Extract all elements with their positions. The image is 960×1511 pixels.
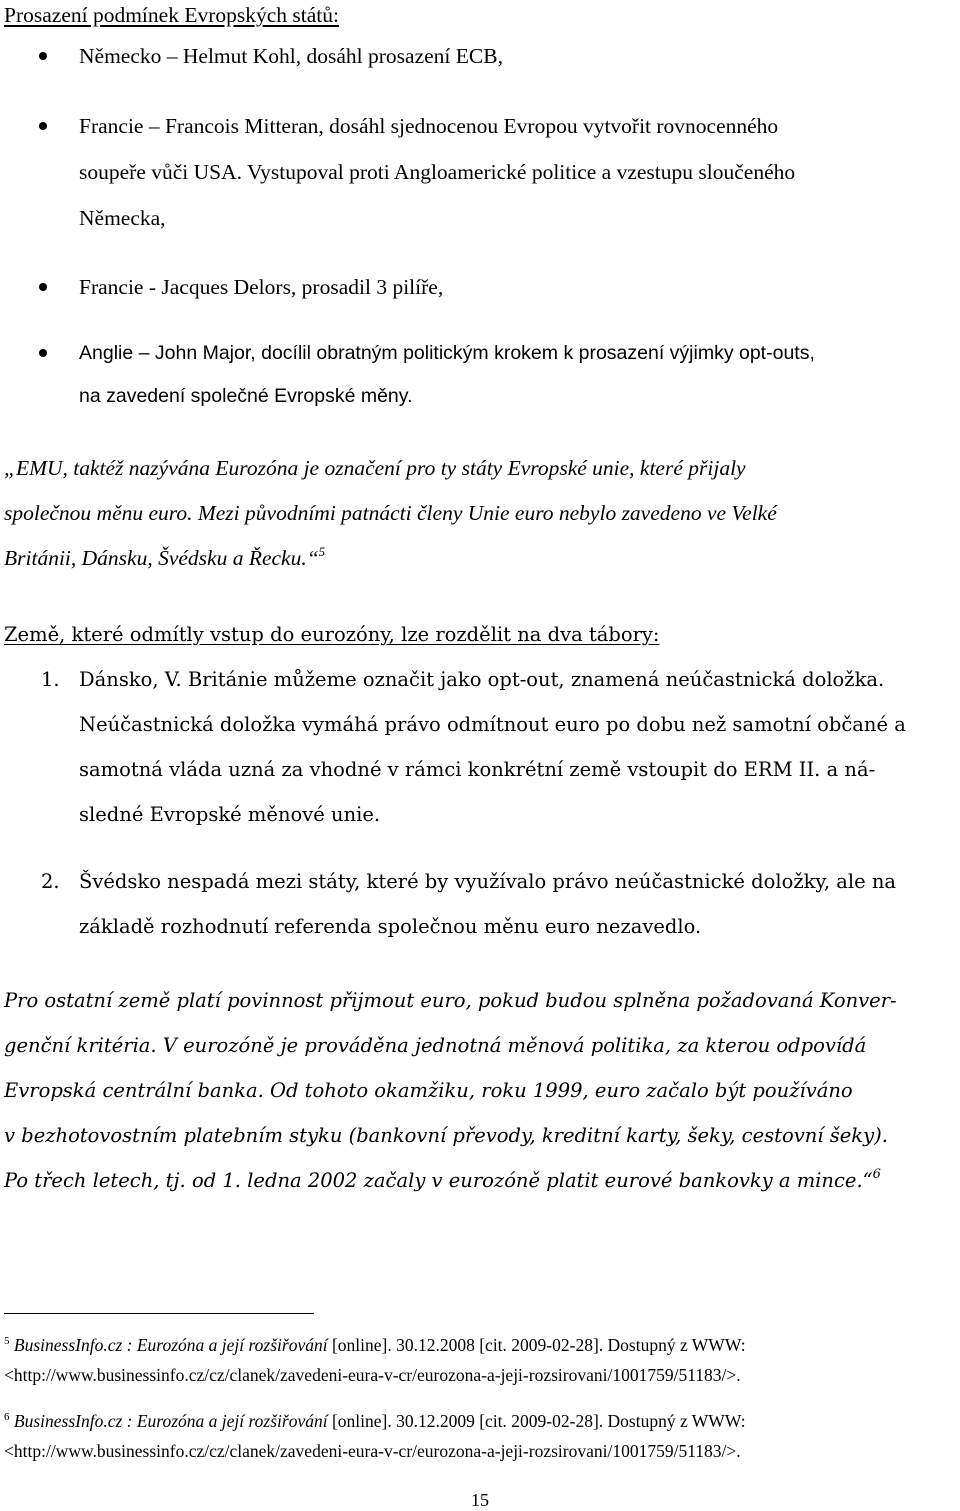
list-item: Francie - Jacques Delors, prosadil 3 pilíře, <box>79 275 444 299</box>
bullet-dot <box>39 52 47 60</box>
list-item: Francie – Francois Mitteran, dosáhl sjednocenou Evropou vytvořit rovnocenného <box>79 114 779 138</box>
closing-line: genční kritéria. V eurozóně je prováděna jednotná měnová politika, za kterou odpovídá <box>4 1034 867 1057</box>
list-item-continuation: na zavedení společné Evropské měny. <box>79 385 413 407</box>
quote-text: Británii, Dánsku, Švédsku a Řecku.“ <box>4 546 319 570</box>
footnote-title: BusinessInfo.cz : Eurozóna a její rozšiřování <box>13 1335 328 1355</box>
bullet-dot <box>39 122 47 130</box>
list-item: Německo – Helmut Kohl, dosáhl prosazení ECB, <box>79 44 503 68</box>
footnote-ref-5: 5 <box>318 544 326 559</box>
section-heading: Prosazení podmínek Evropských států: <box>4 3 339 27</box>
numbered-item-continuation: samotná vláda uzná za vhodné v rámci konkrétní země vstoupit do ERM II. a ná- <box>79 758 876 781</box>
closing-text: Po třech letech, tj. od 1. ledna 2002 začaly v eurozóně platit eurové bankovky a mince.“ <box>4 1169 873 1192</box>
footnote-divider <box>4 1313 314 1314</box>
numbered-item-continuation: Neúčastnická doložka vymáhá právo odmítnout euro po dobu než samotní občané a <box>79 713 906 736</box>
numbered-item: Dánsko, V. Británie můžeme označit jako opt-out, znamená neúčastnická doložka. <box>79 668 885 691</box>
bullet-dot <box>39 283 47 291</box>
footnote-number: 5 <box>4 1335 10 1347</box>
numbered-item: Švédsko nespadá mezi státy, které by využívalo právo neúčastnické doložky, ale na <box>79 870 897 893</box>
footnote-url: <http://www.businessinfo.cz/cz/clanek/zavedeni-eura-v-cr/eurozona-a-jeji-rozsirovani/1001759/51183/>. <box>4 1365 741 1385</box>
list-number: 2. <box>41 870 60 893</box>
numbered-item-continuation: sledné Evropské měnové unie. <box>79 803 381 826</box>
page-number: 15 <box>471 1490 489 1510</box>
footnote-citation: [online]. 30.12.2009 [cit. 2009-02-28]. Dostupný z WWW: <box>327 1411 746 1431</box>
quote-line <box>4 545 325 571</box>
list-item: Anglie – John Major, docílil obratným politickým krokem k prosazení výjimky opt-outs, <box>79 342 815 364</box>
numbered-item-continuation: základě rozhodnutí referenda společnou měnu euro nezavedlo. <box>79 915 702 938</box>
closing-line: Pro ostatní země platí povinnost přijmout euro, pokud budou splněna požadovaná Konver- <box>4 989 897 1012</box>
footnote-title: BusinessInfo.cz : Eurozóna a její rozšiřování <box>13 1411 328 1431</box>
footnote-ref-6: 6 <box>872 1167 881 1182</box>
list-item-continuation: Německa, <box>79 206 166 230</box>
closing-line: Evropská centrální banka. Od tohoto okamžiku, roku 1999, euro začalo být používáno <box>4 1079 853 1102</box>
footnote-number: 6 <box>4 1411 10 1423</box>
list-item-continuation: soupeře vůči USA. Vystupoval proti Angloamerické politice a vzestupu sloučeného <box>79 160 796 184</box>
bullet-dot <box>39 349 47 357</box>
camps-heading: Země, které odmítly vstup do eurozóny, lze rozdělit na dva tábory: <box>4 623 660 646</box>
footnote-url: <http://www.businessinfo.cz/cz/clanek/zavedeni-eura-v-cr/eurozona-a-jeji-rozsirovani/1001759/51183/>. <box>4 1441 741 1461</box>
footnote-5 <box>4 1334 746 1356</box>
footnote-6 <box>4 1410 746 1432</box>
list-number: 1. <box>41 668 60 691</box>
quote-line: „EMU, taktéž nazývána Eurozóna je označení pro ty státy Evropské unie, které přijaly <box>4 456 746 480</box>
closing-line: v bezhotovostním platebním styku (bankovní převody, kreditní karty, šeky, cestovní šeky). <box>4 1124 888 1147</box>
footnote-citation: [online]. 30.12.2008 [cit. 2009-02-28]. Dostupný z WWW: <box>327 1335 746 1355</box>
closing-line <box>4 1168 881 1194</box>
quote-line: společnou měnu euro. Mezi původními patnácti členy Unie euro nebylo zavedeno ve Velké <box>4 501 777 525</box>
